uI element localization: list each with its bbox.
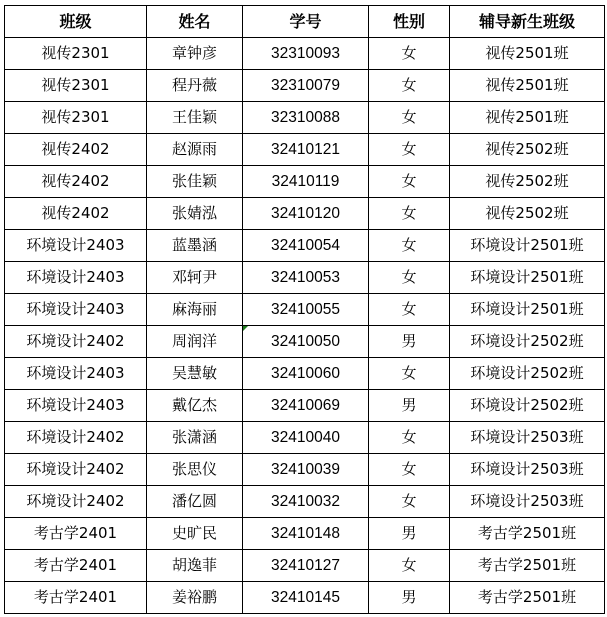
cell-name: 戴亿杰 [147,390,243,422]
cell-gender: 女 [369,454,450,486]
cell-gender: 男 [369,326,450,358]
cell-gender: 女 [369,486,450,518]
cell-mentored-class: 视传2502班 [450,198,605,230]
cell-mentored-class: 环境设计2503班 [450,486,605,518]
cell-mentored-class: 环境设计2502班 [450,390,605,422]
table-row [5,294,605,326]
cell-gender: 男 [369,582,450,614]
cell-student-id: 32410069 [243,390,369,422]
table-row [5,102,605,134]
table-row [5,166,605,198]
cell-name: 赵源雨 [147,134,243,166]
table-row [5,262,605,294]
cell-gender: 女 [369,102,450,134]
cell-student-id: 32410148 [243,518,369,550]
header-student-id: 学号 [243,6,369,38]
cell-name: 姜裕鹏 [147,582,243,614]
cell-mentored-class: 环境设计2501班 [450,262,605,294]
cell-gender: 女 [369,550,450,582]
header-class: 班级 [5,6,147,38]
cell-gender: 男 [369,390,450,422]
cell-class: 视传2402 [5,166,147,198]
cell-gender: 女 [369,134,450,166]
cell-comment-marker-icon [243,326,248,331]
cell-name: 史旷民 [147,518,243,550]
table-row [5,422,605,454]
cell-gender: 女 [369,294,450,326]
cell-name: 张潇涵 [147,422,243,454]
cell-class: 视传2402 [5,198,147,230]
cell-name: 潘亿圆 [147,486,243,518]
cell-mentored-class: 环境设计2501班 [450,230,605,262]
cell-name: 张婧泓 [147,198,243,230]
cell-student-id: 32410120 [243,198,369,230]
cell-mentored-class: 环境设计2501班 [450,294,605,326]
cell-mentored-class: 视传2501班 [450,38,605,70]
cell-student-id-text: 32410050 [271,333,340,350]
cell-mentored-class: 环境设计2502班 [450,358,605,390]
cell-gender: 女 [369,230,450,262]
cell-student-id: 32310079 [243,70,369,102]
cell-mentored-class: 考古学2501班 [450,582,605,614]
cell-class: 视传2402 [5,134,147,166]
cell-class: 考古学2401 [5,582,147,614]
table-row [5,198,605,230]
cell-name: 王佳颖 [147,102,243,134]
table-header-row [5,6,605,38]
cell-name: 周润洋 [147,326,243,358]
cell-student-id: 32310093 [243,38,369,70]
cell-name: 吴慧敏 [147,358,243,390]
cell-mentored-class: 环境设计2503班 [450,422,605,454]
cell-class: 环境设计2403 [5,390,147,422]
cell-student-id: 32410040 [243,422,369,454]
cell-gender: 男 [369,518,450,550]
cell-student-id: 32410055 [243,294,369,326]
cell-name: 邓轲尹 [147,262,243,294]
cell-gender: 女 [369,70,450,102]
cell-student-id: 32410054 [243,230,369,262]
cell-class: 环境设计2403 [5,230,147,262]
cell-mentored-class: 考古学2501班 [450,518,605,550]
cell-class: 环境设计2403 [5,358,147,390]
cell-class: 考古学2401 [5,518,147,550]
cell-gender: 女 [369,166,450,198]
cell-name: 麻海丽 [147,294,243,326]
table-row [5,230,605,262]
cell-class: 环境设计2403 [5,262,147,294]
cell-class: 环境设计2402 [5,326,147,358]
cell-student-id: 32410127 [243,550,369,582]
cell-name: 程丹薇 [147,70,243,102]
table-row [5,582,605,614]
cell-class: 环境设计2402 [5,422,147,454]
cell-name: 胡逸菲 [147,550,243,582]
table-row [5,134,605,166]
cell-class: 视传2301 [5,70,147,102]
cell-gender: 女 [369,198,450,230]
cell-mentored-class: 视传2501班 [450,70,605,102]
header-name: 姓名 [147,6,243,38]
cell-student-id: 32410032 [243,486,369,518]
cell-name: 张思仪 [147,454,243,486]
table-row [5,326,605,358]
cell-student-id: 32410119 [243,166,369,198]
cell-gender: 女 [369,422,450,454]
cell-class: 环境设计2403 [5,294,147,326]
cell-name: 章钟彦 [147,38,243,70]
cell-student-id: 32410121 [243,134,369,166]
table-row [5,486,605,518]
cell-mentored-class: 视传2502班 [450,166,605,198]
cell-student-id: 32410039 [243,454,369,486]
cell-name: 张佳颖 [147,166,243,198]
cell-student-id: 32410145 [243,582,369,614]
cell-class: 视传2301 [5,102,147,134]
table-row [5,550,605,582]
cell-class: 环境设计2402 [5,454,147,486]
header-mentored-class: 辅导新生班级 [450,6,605,38]
cell-student-id: 32410060 [243,358,369,390]
cell-mentored-class: 环境设计2502班 [450,326,605,358]
student-mentor-table [4,5,605,614]
cell-mentored-class: 视传2502班 [450,134,605,166]
table-row [5,518,605,550]
table-row [5,390,605,422]
cell-gender: 女 [369,262,450,294]
cell-class: 视传2301 [5,38,147,70]
header-gender: 性别 [369,6,450,38]
table-row [5,70,605,102]
cell-gender: 女 [369,358,450,390]
cell-class: 考古学2401 [5,550,147,582]
table-row [5,454,605,486]
cell-class: 环境设计2402 [5,486,147,518]
cell-gender: 女 [369,38,450,70]
cell-mentored-class: 考古学2501班 [450,550,605,582]
table-row [5,358,605,390]
cell-student-id[interactable] [243,326,369,358]
cell-name: 蓝墨涵 [147,230,243,262]
cell-mentored-class: 环境设计2503班 [450,454,605,486]
cell-mentored-class: 视传2501班 [450,102,605,134]
table-row [5,38,605,70]
cell-student-id: 32310088 [243,102,369,134]
cell-student-id: 32410053 [243,262,369,294]
